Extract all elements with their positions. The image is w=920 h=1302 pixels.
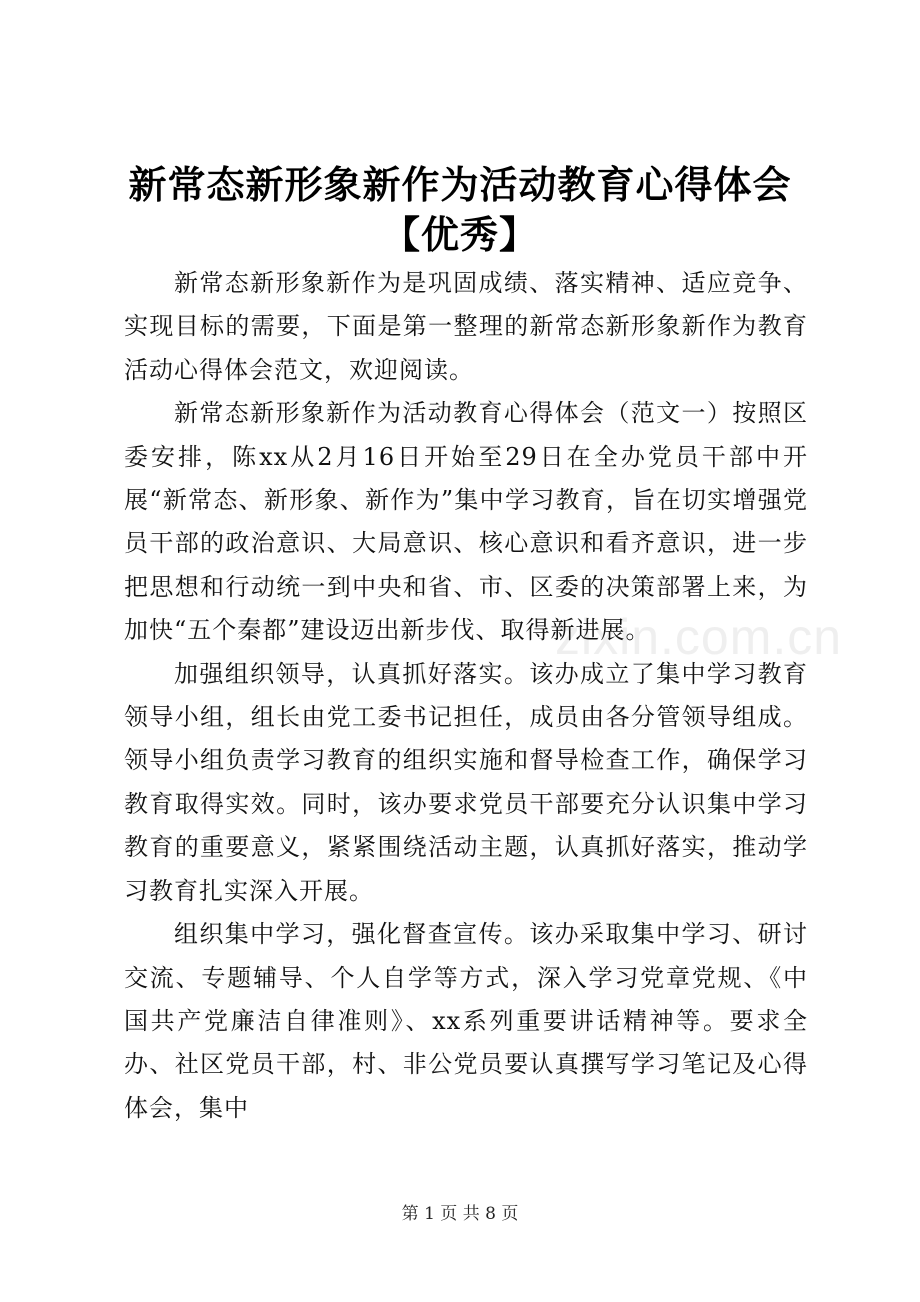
paragraph-2: 新常态新形象新作为活动教育心得体会（范文一）按照区委安排，陈xx从2月16日开始至29日在全办党员干部中开展“新常态、新形象、新作为”集中学习教育，旨在切实增强党员干部的政治意识、大局意识、核心意识和看齐意识，进一步把思想和行动统一到中央和省、市、区委的决策部署上来，为加快“五个秦都”建设迈出新步伐、取得新进展。 xyxy=(124,399,808,645)
document-body xyxy=(124,262,808,1130)
document-title: 新常态新形象新作为活动教育心得体会【优秀】 xyxy=(128,162,792,257)
paragraph-3: 加强组织领导，认真抓好落实。该办成立了集中学习教育领导小组，组长由党工委书记担任，成员由各分管领导组成。领导小组负责学习教育的组织实施和督导检查工作，确保学习教育取得实效。同时，该办要求党员干部要充分认识集中学习教育的重要意义，紧紧围绕活动主题，认真抓好落实，推动学习教育扎实深入开展。 xyxy=(124,659,808,905)
paragraph-4: 组织集中学习，强化督查宣传。该办采取集中学习、研讨交流、专题辅导、个人自学等方式，深入学习党章党规、《中国共产党廉洁自律准则》、xx系列重要讲话精神等。要求全办、社区党员干部，村、非公党员要认真撰写学习笔记及心得体会，集中 xyxy=(124,920,808,1122)
paragraph-1: 新常态新形象新作为是巩固成绩、落实精神、适应竞争、实现目标的需要，下面是第一整理的新常态新形象新作为教育活动心得体会范文，欢迎阅读。 xyxy=(124,269,808,384)
page-footer: 第 1 页 共 8 页 xyxy=(401,1204,519,1224)
watermark: zixin.com.cn xyxy=(555,609,843,665)
